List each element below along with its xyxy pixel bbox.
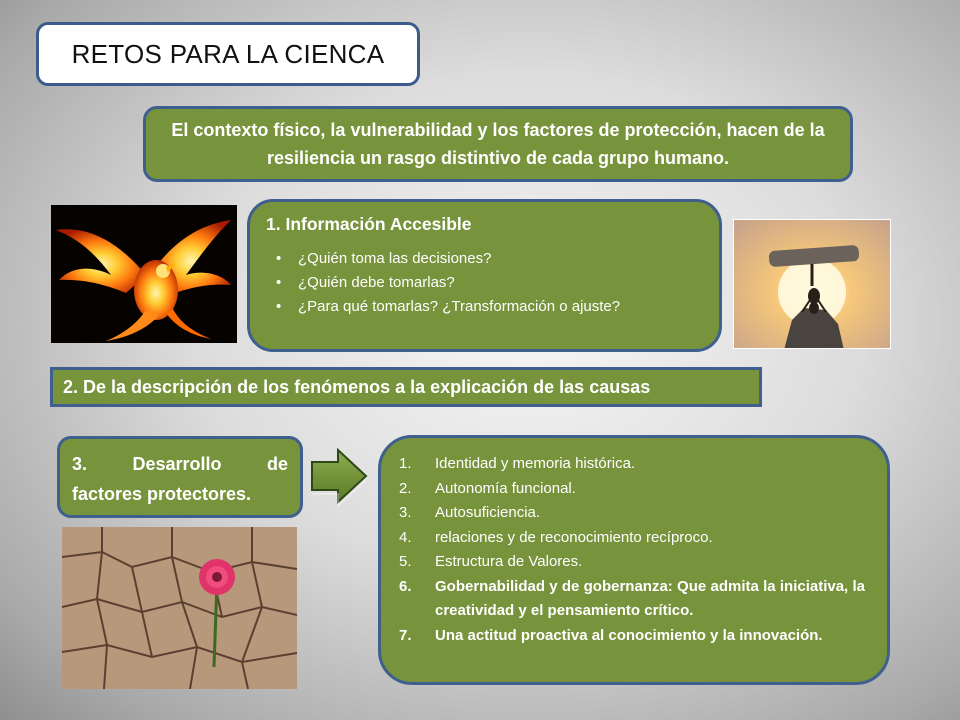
context-statement: El contexto físico, la vulnerabilidad y los factores de protección, hacen de la resiliencia un rasgo distintivo de cada grupo humano. (143, 106, 853, 182)
factors-list (399, 452, 865, 648)
list-item: 7. Una actitud proactiva al conocimiento y la innovación. (399, 626, 823, 644)
right-arrow-icon (308, 448, 370, 528)
list-item: • ¿Para qué tomarlas? ¿Transformación o ajuste? (276, 295, 703, 319)
list-item: 6. Gobernabilidad y de gobernanza: Que admita la iniciativa, la creatividad y el pensamiento crítico. (399, 577, 865, 619)
info-accessible-title: 1. Información Accesible (266, 214, 472, 234)
section-2-bar: 2. De la descripción de los fenómenos a la explicación de las causas (50, 367, 762, 407)
bullet-icon: • (276, 274, 282, 291)
bullet-icon: • (276, 298, 282, 315)
section-3-line1: 3. Desarrollo de (72, 454, 288, 474)
list-item: 1. Identidad y memoria histórica. (399, 455, 636, 472)
phoenix-image (51, 205, 237, 343)
list-item: 3. Autosuficiencia. (399, 504, 541, 521)
cracked-earth-flower-image (62, 527, 297, 689)
info-accessible-box (247, 199, 722, 352)
info-accessible-list (266, 247, 703, 319)
factors-list-box (378, 435, 890, 685)
section-3-line2: factores protectores. (72, 484, 252, 504)
list-item: 2. Autonomía funcional. (399, 479, 576, 497)
list-item: • ¿Quién debe tomarlas? (276, 271, 703, 295)
ant-lifting-log-image (733, 219, 891, 349)
list-item: 5. Estructura de Valores. (399, 553, 583, 570)
list-item: • ¿Quién toma las decisiones? (276, 247, 703, 271)
slide-title: RETOS PARA LA CIENCA (36, 22, 420, 86)
section-3-box (57, 436, 303, 518)
list-item: 4. relaciones y de reconocimiento recíproco. (399, 528, 713, 546)
bullet-icon: • (276, 250, 282, 267)
